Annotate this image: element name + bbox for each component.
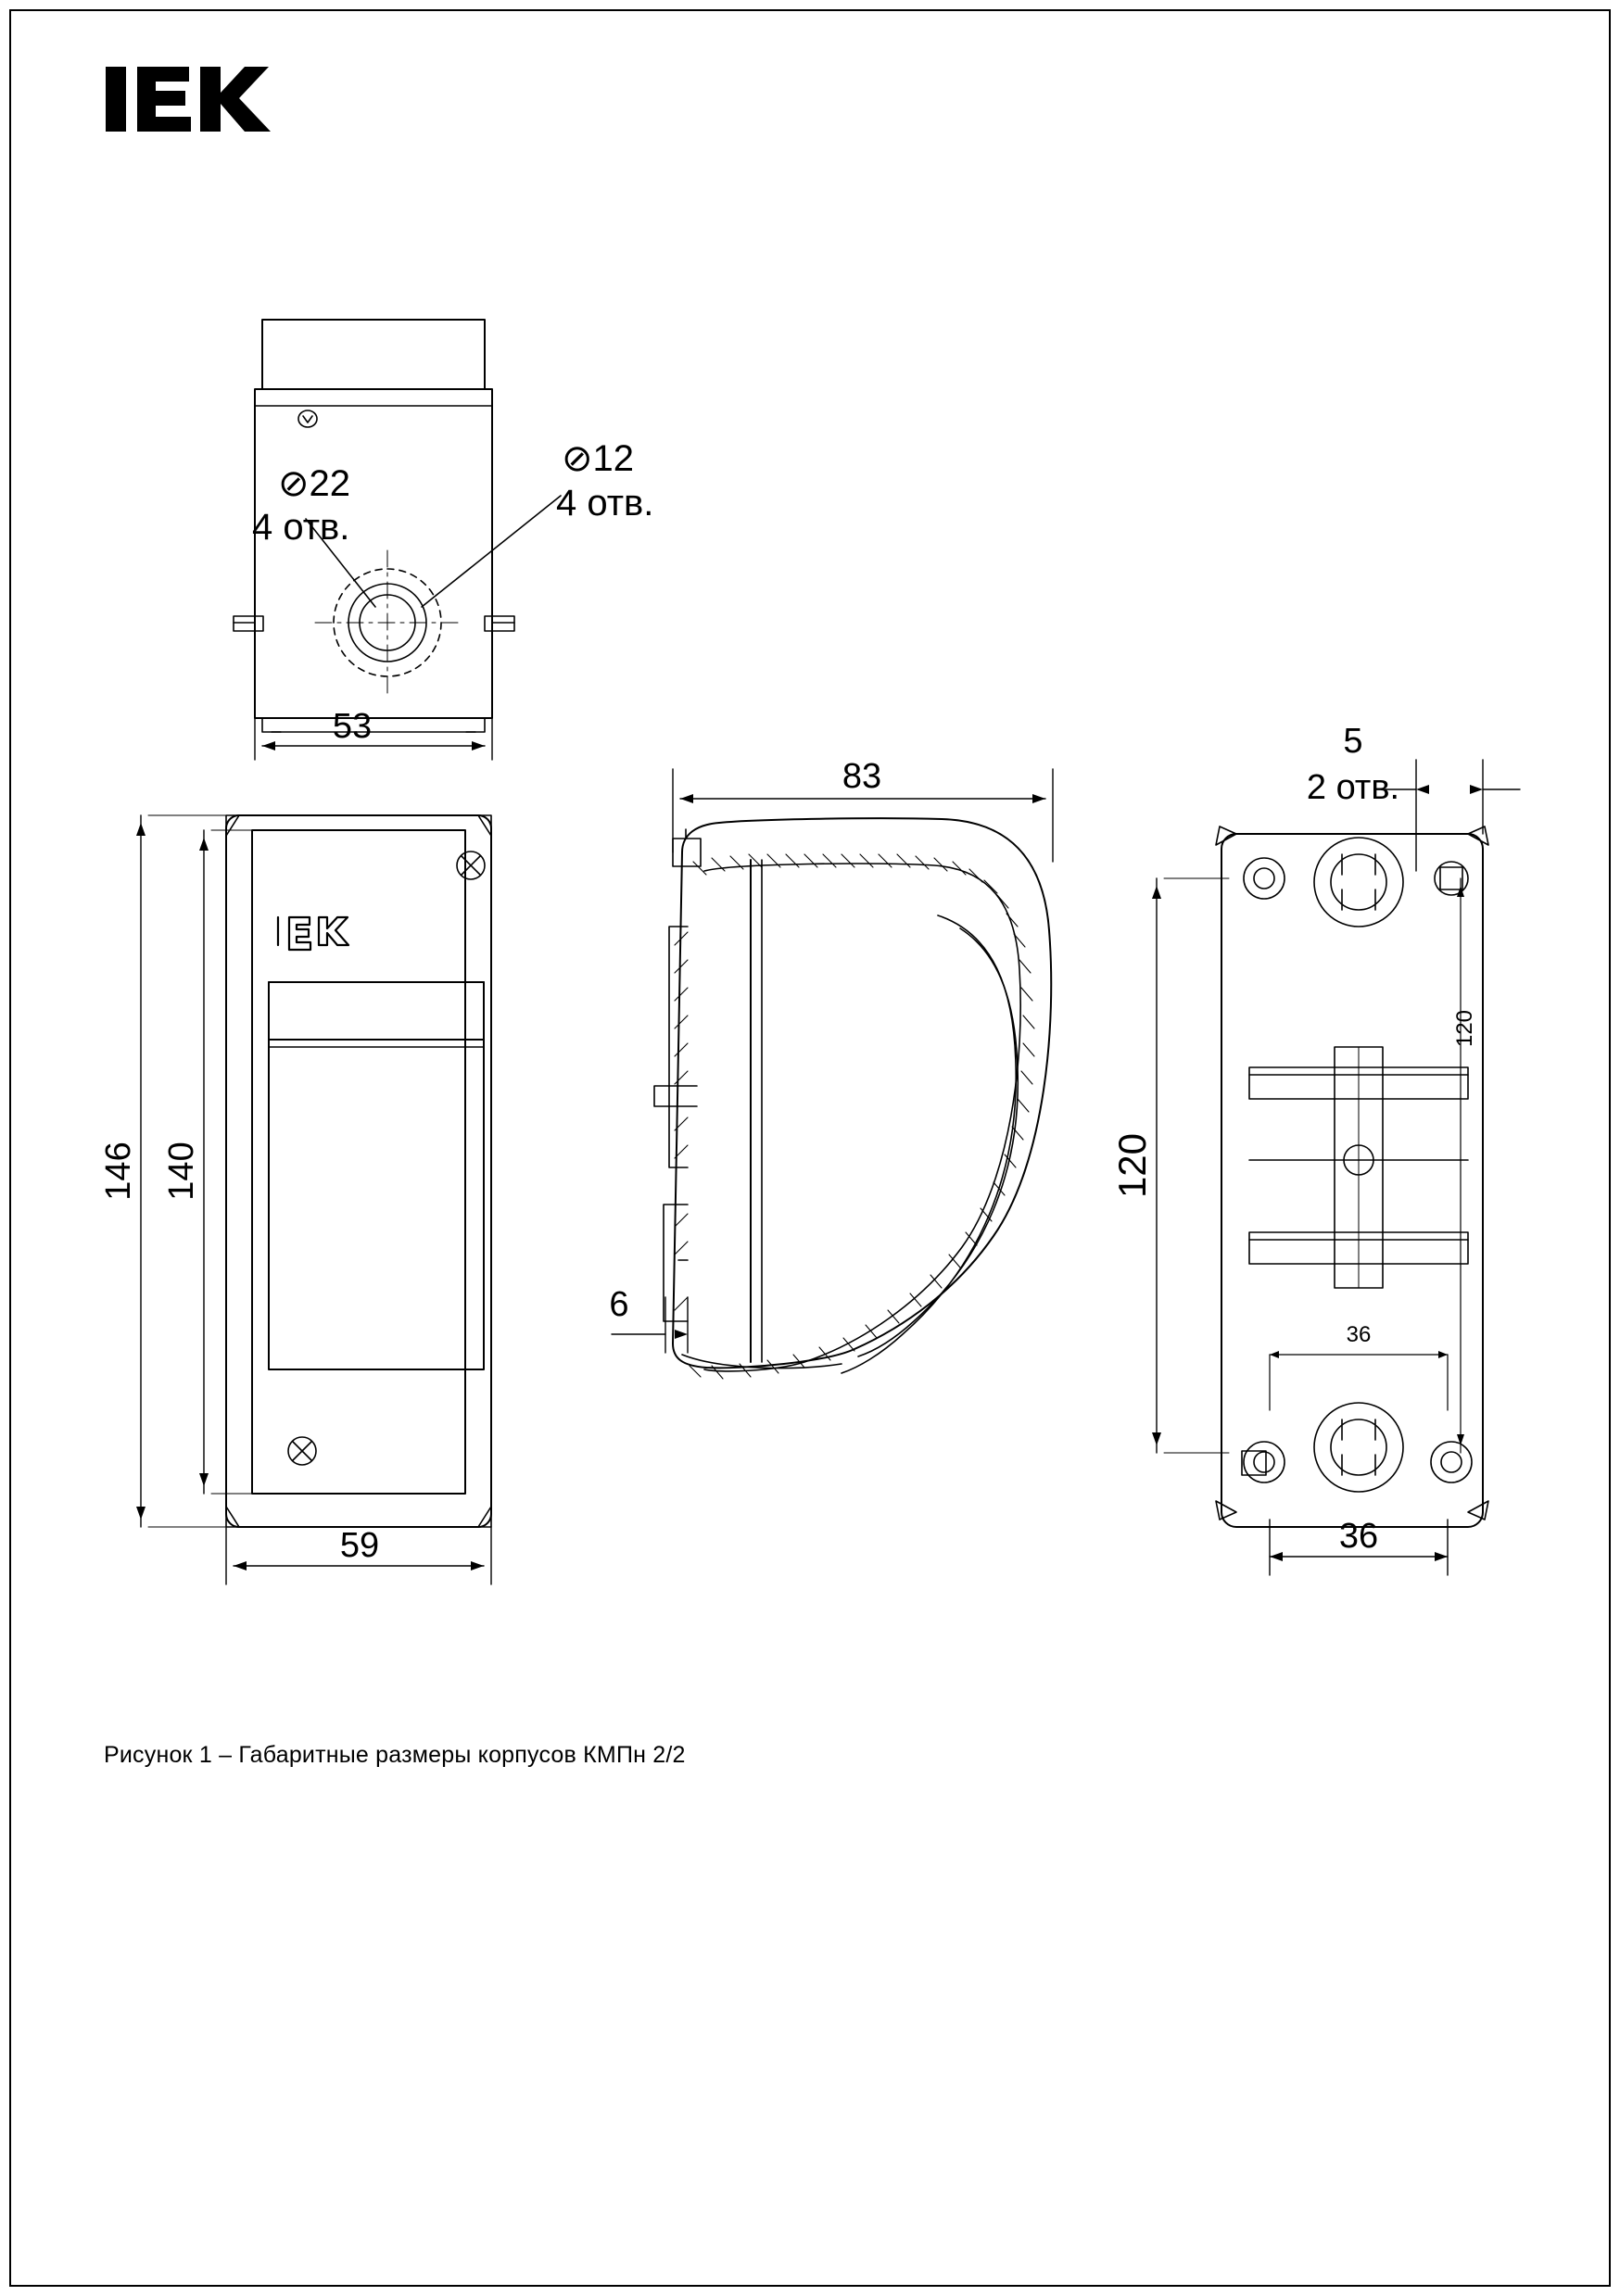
dim-value-front-59: 59 (339, 1526, 380, 1565)
dim-value-front-146: 146 (99, 1142, 138, 1201)
dim-value-rear-120-inner: 120 (1452, 1009, 1477, 1048)
figure-caption: Рисунок 1 – Габаритные размеры корпусов КМПн 2/2 (104, 1742, 686, 1768)
label-hole-12-count: 4 отв. (556, 483, 654, 524)
side-view-geometry (654, 818, 1051, 1379)
dim-value-rear-5: 5 (1343, 722, 1363, 761)
dim-value-side-6: 6 (609, 1285, 629, 1324)
dim-rear-36-inner (1270, 1351, 1448, 1410)
dim-top-width (255, 718, 492, 760)
dim-value-top-width: 53 (332, 707, 373, 746)
label-hole-22-count: 4 отв. (252, 507, 350, 548)
dim-rear-120-outer (1152, 878, 1229, 1453)
dim-value-rear-36-inner: 36 (1346, 1322, 1372, 1347)
label-hole-22: ⊘22 (278, 463, 351, 504)
dim-front-140 (199, 830, 258, 1494)
dim-rear-120-inner (1457, 878, 1464, 1453)
dim-rear-5 (1383, 760, 1520, 871)
dim-value-rear-5-count: 2 отв. (1306, 768, 1400, 807)
label-hole-12: ⊘12 (562, 438, 635, 479)
dim-value-rear-36: 36 (1338, 1517, 1379, 1556)
dim-value-front-140: 140 (162, 1142, 201, 1201)
rear-view-geometry (1216, 826, 1488, 1527)
front-view-geometry (226, 815, 491, 1527)
dim-value-rear-120: 120 (1110, 1132, 1154, 1199)
dim-value-side-83: 83 (842, 757, 882, 796)
